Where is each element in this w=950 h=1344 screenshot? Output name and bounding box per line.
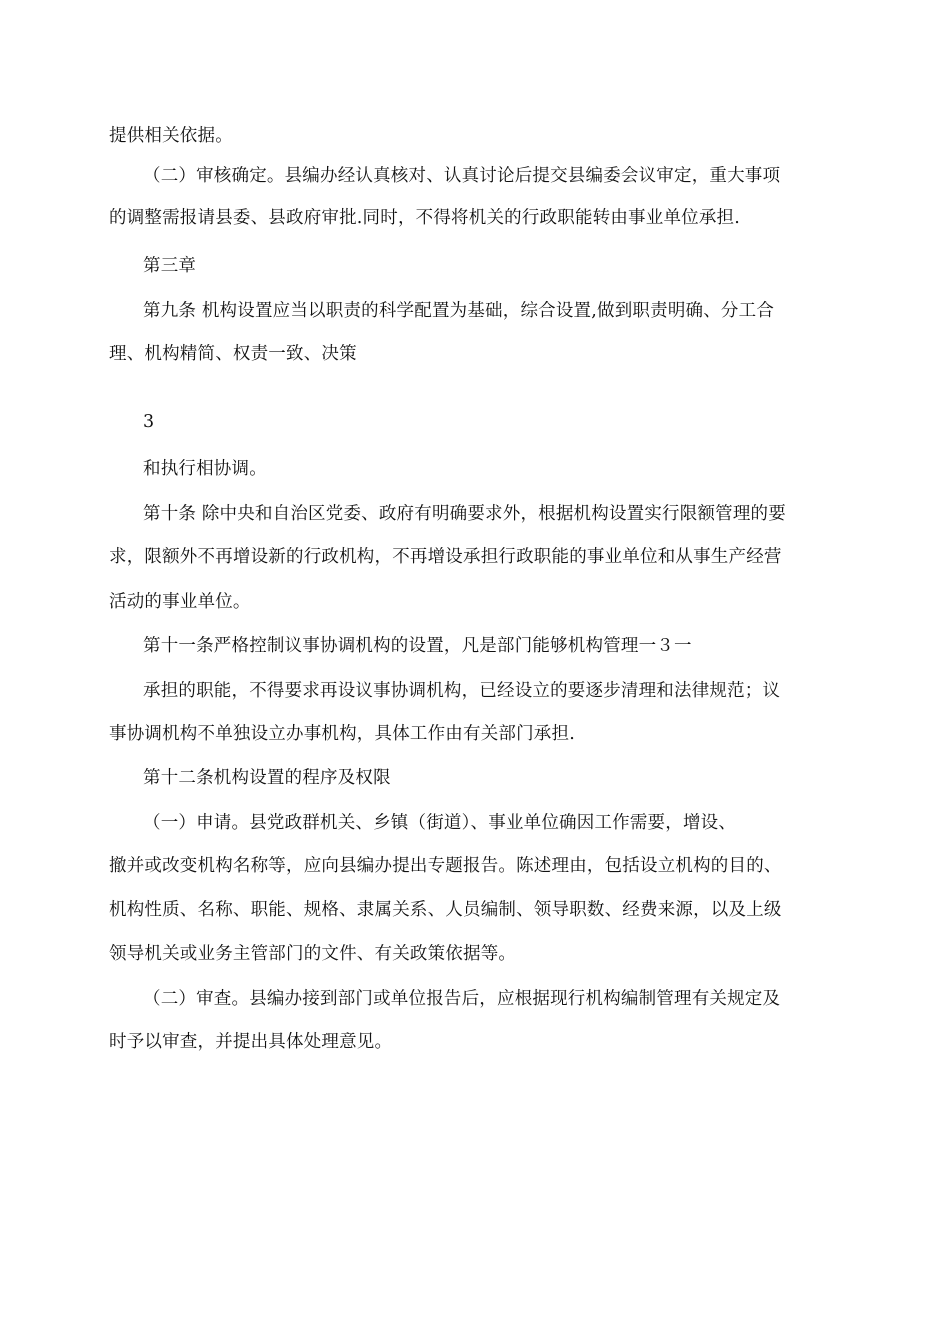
text-line: 求，限额外不再增设新的行政机构，不再增设承担行政职能的事业单位和从事生产经营 [109, 547, 782, 567]
text-line: 第十二条机构设置的程序及权限 [143, 768, 391, 788]
text-line: 第九条 机构设置应当以职责的科学配置为基础，综合设置,做到职责明确、分工合 [143, 301, 775, 321]
text-line: 理、机构精简、权责一致、决策 [109, 344, 357, 364]
text-line: 时予以审查，并提出具体处理意见。 [109, 1032, 393, 1052]
text-line: 领导机关或业务主管部门的文件、有关政策依据等。 [109, 944, 517, 964]
text-line: 第十一条严格控制议事协调机构的设置，凡是部门能够机构管理一３一 [143, 636, 692, 656]
text-line: 撤并或改变机构名称等，应向县编办提出专题报告。陈述理由，包括设立机构的目的、 [109, 856, 782, 876]
text-line: 和执行相协调。 [143, 459, 267, 479]
text-line: （二）审核确定。县编办经认真核对、认真讨论后提交县编委会议审定，重大事项 [143, 166, 781, 186]
text-line: 第十条 除中央和自治区党委、政府有明确要求外，根据机构设置实行限额管理的要 [143, 504, 786, 524]
text-line: 提供相关依据。 [109, 126, 233, 146]
text-line: 承担的职能，不得要求再设议事协调机构，已经设立的要逐步清理和法律规范；议 [143, 681, 781, 701]
text-line: 机构性质、名称、职能、规格、隶属关系、人员编制、领导职数、经费来源，以及上级 [109, 900, 782, 920]
text-line: （二）审查。县编办接到部门或单位报告后，应根据现行机构编制管理有关规定及 [143, 989, 781, 1009]
page-number: 3 [143, 412, 155, 432]
chapter-heading: 第三章 [143, 256, 197, 276]
text-line: 事协调机构不单独设立办事机构，具体工作由有关部门承担. [109, 724, 575, 744]
text-line: （一）申请。县党政群机关、乡镇（街道）、事业单位确因工作需要，增设、 [143, 813, 737, 833]
text-line: 活动的事业单位。 [109, 592, 251, 612]
text-line: 的调整需报请县委、县政府审批.同时，不得将机关的行政职能转由事业单位承担. [109, 208, 741, 228]
